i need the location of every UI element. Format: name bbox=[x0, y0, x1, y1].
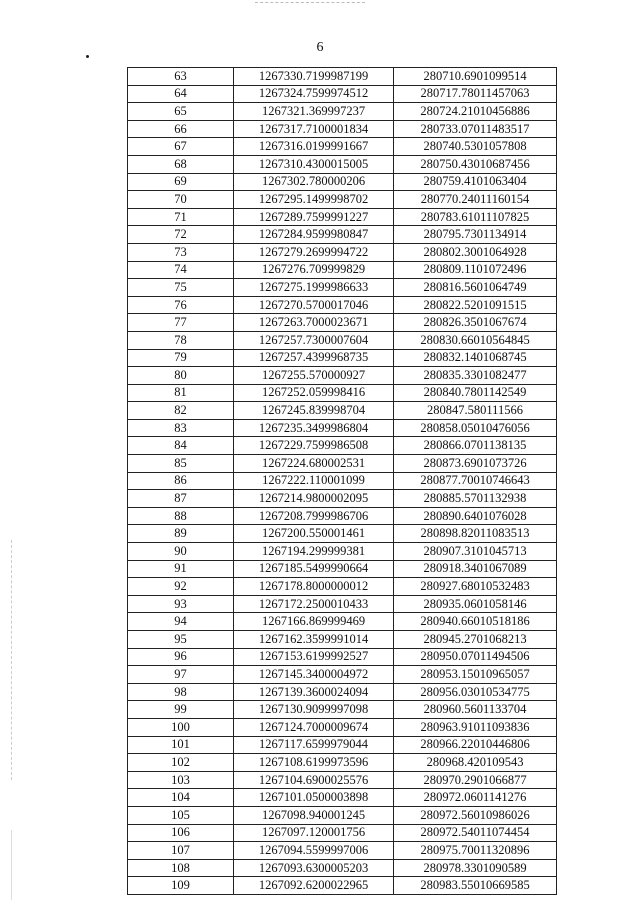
table-row bbox=[128, 771, 557, 789]
table-row bbox=[128, 226, 557, 244]
y-coordinate-cell: 280717.78011457063 bbox=[394, 85, 557, 103]
y-coordinate-cell: 280960.5601133704 bbox=[394, 701, 557, 719]
table-row bbox=[128, 490, 557, 508]
x-coordinate-cell: 1267245.839998704 bbox=[234, 402, 394, 420]
table-row bbox=[128, 842, 557, 860]
table-row bbox=[128, 877, 557, 895]
table-row bbox=[128, 701, 557, 719]
y-coordinate-cell: 280840.7801142549 bbox=[394, 384, 557, 402]
table-row bbox=[128, 595, 557, 613]
point-number-cell: 75 bbox=[128, 279, 234, 297]
x-coordinate-cell: 1267279.2699994722 bbox=[234, 243, 394, 261]
table-row bbox=[128, 507, 557, 525]
x-coordinate-cell: 1267101.0500003898 bbox=[234, 789, 394, 807]
y-coordinate-cell: 280710.6901099514 bbox=[394, 68, 557, 86]
y-coordinate-cell: 280945.2701068213 bbox=[394, 631, 557, 649]
y-coordinate-cell: 280873.6901073726 bbox=[394, 455, 557, 473]
point-number-cell: 93 bbox=[128, 595, 234, 613]
y-coordinate-cell: 280918.3401067089 bbox=[394, 560, 557, 578]
table-row bbox=[128, 314, 557, 332]
x-coordinate-cell: 1267139.3600024094 bbox=[234, 683, 394, 701]
scan-top-mark bbox=[255, 2, 365, 3]
point-number-cell: 95 bbox=[128, 631, 234, 649]
table-row bbox=[128, 824, 557, 842]
point-number-cell: 90 bbox=[128, 543, 234, 561]
point-number-cell: 68 bbox=[128, 155, 234, 173]
y-coordinate-cell: 280953.15010965057 bbox=[394, 666, 557, 684]
y-coordinate-cell: 280802.3001064928 bbox=[394, 243, 557, 261]
point-number-cell: 86 bbox=[128, 472, 234, 490]
point-number-cell: 98 bbox=[128, 683, 234, 701]
table-row bbox=[128, 789, 557, 807]
y-coordinate-cell: 280885.5701132938 bbox=[394, 490, 557, 508]
table-row bbox=[128, 85, 557, 103]
y-coordinate-cell: 280927.68010532483 bbox=[394, 578, 557, 596]
x-coordinate-cell: 1267316.0199991667 bbox=[234, 138, 394, 156]
table-row bbox=[128, 683, 557, 701]
table-row bbox=[128, 120, 557, 138]
point-number-cell: 92 bbox=[128, 578, 234, 596]
x-coordinate-cell: 1267270.5700017046 bbox=[234, 296, 394, 314]
y-coordinate-cell: 280978.3301090589 bbox=[394, 859, 557, 877]
y-coordinate-cell: 280830.66010564845 bbox=[394, 331, 557, 349]
x-coordinate-cell: 1267235.3499986804 bbox=[234, 419, 394, 437]
table-row bbox=[128, 666, 557, 684]
point-number-cell: 94 bbox=[128, 613, 234, 631]
x-coordinate-cell: 1267257.4399968735 bbox=[234, 349, 394, 367]
x-coordinate-cell: 1267324.7599974512 bbox=[234, 85, 394, 103]
x-coordinate-cell: 1267185.5499990664 bbox=[234, 560, 394, 578]
x-coordinate-cell: 1267208.7999986706 bbox=[234, 507, 394, 525]
table-row bbox=[128, 754, 557, 772]
table-row bbox=[128, 455, 557, 473]
y-coordinate-cell: 280832.1401068745 bbox=[394, 349, 557, 367]
table-row bbox=[128, 155, 557, 173]
x-coordinate-cell: 1267252.059998416 bbox=[234, 384, 394, 402]
table-row bbox=[128, 472, 557, 490]
x-coordinate-cell: 1267145.3400004972 bbox=[234, 666, 394, 684]
point-number-cell: 77 bbox=[128, 314, 234, 332]
table-row bbox=[128, 349, 557, 367]
point-number-cell: 91 bbox=[128, 560, 234, 578]
x-coordinate-cell: 1267310.4300015005 bbox=[234, 155, 394, 173]
y-coordinate-cell: 280966.22010446806 bbox=[394, 736, 557, 754]
point-number-cell: 74 bbox=[128, 261, 234, 279]
table-row bbox=[128, 261, 557, 279]
y-coordinate-cell: 280809.1101072496 bbox=[394, 261, 557, 279]
x-coordinate-cell: 1267124.7000009674 bbox=[234, 718, 394, 736]
y-coordinate-cell: 280975.70011320896 bbox=[394, 842, 557, 860]
point-number-cell: 100 bbox=[128, 718, 234, 736]
table-row bbox=[128, 191, 557, 209]
point-number-cell: 96 bbox=[128, 648, 234, 666]
point-number-cell: 72 bbox=[128, 226, 234, 244]
table-row bbox=[128, 560, 557, 578]
y-coordinate-cell: 280847.580111566 bbox=[394, 402, 557, 420]
x-coordinate-cell: 1267117.6599979044 bbox=[234, 736, 394, 754]
x-coordinate-cell: 1267321.369997237 bbox=[234, 103, 394, 121]
table-row bbox=[128, 543, 557, 561]
scan-left-edge bbox=[11, 830, 12, 900]
y-coordinate-cell: 280835.3301082477 bbox=[394, 367, 557, 385]
y-coordinate-cell: 280795.7301134914 bbox=[394, 226, 557, 244]
x-coordinate-cell: 1267263.7000023671 bbox=[234, 314, 394, 332]
x-coordinate-cell: 1267295.1499998702 bbox=[234, 191, 394, 209]
table-row bbox=[128, 68, 557, 86]
y-coordinate-cell: 280724.21010456886 bbox=[394, 103, 557, 121]
point-number-cell: 84 bbox=[128, 437, 234, 455]
x-coordinate-cell: 1267317.7100001834 bbox=[234, 120, 394, 138]
y-coordinate-cell: 280783.61011107825 bbox=[394, 208, 557, 226]
point-number-cell: 87 bbox=[128, 490, 234, 508]
point-number-cell: 67 bbox=[128, 138, 234, 156]
point-number-cell: 101 bbox=[128, 736, 234, 754]
table-row bbox=[128, 279, 557, 297]
table-row bbox=[128, 631, 557, 649]
page-number: 6 bbox=[316, 40, 324, 55]
point-number-cell: 70 bbox=[128, 191, 234, 209]
table-row bbox=[128, 296, 557, 314]
y-coordinate-cell: 280877.70010746643 bbox=[394, 472, 557, 490]
table-row bbox=[128, 331, 557, 349]
table-row bbox=[128, 208, 557, 226]
y-coordinate-cell: 280733.07011483517 bbox=[394, 120, 557, 138]
table-row bbox=[128, 648, 557, 666]
x-coordinate-cell: 1267093.6300005203 bbox=[234, 859, 394, 877]
point-number-cell: 76 bbox=[128, 296, 234, 314]
point-number-cell: 82 bbox=[128, 402, 234, 420]
y-coordinate-cell: 280826.3501067674 bbox=[394, 314, 557, 332]
y-coordinate-cell: 280759.4101063404 bbox=[394, 173, 557, 191]
y-coordinate-cell: 280972.56010986026 bbox=[394, 806, 557, 824]
point-number-cell: 71 bbox=[128, 208, 234, 226]
x-coordinate-cell: 1267194.299999381 bbox=[234, 543, 394, 561]
y-coordinate-cell: 280907.3101045713 bbox=[394, 543, 557, 561]
x-coordinate-cell: 1267094.5599997006 bbox=[234, 842, 394, 860]
x-coordinate-cell: 1267098.940001245 bbox=[234, 806, 394, 824]
y-coordinate-cell: 280770.24011160154 bbox=[394, 191, 557, 209]
point-number-cell: 69 bbox=[128, 173, 234, 191]
table-row bbox=[128, 736, 557, 754]
x-coordinate-cell: 1267108.6199973596 bbox=[234, 754, 394, 772]
x-coordinate-cell: 1267330.7199987199 bbox=[234, 68, 394, 86]
y-coordinate-cell: 280950.07011494506 bbox=[394, 648, 557, 666]
table-row bbox=[128, 243, 557, 261]
y-coordinate-cell: 280890.6401076028 bbox=[394, 507, 557, 525]
point-number-cell: 83 bbox=[128, 419, 234, 437]
coordinates-table-body bbox=[128, 68, 557, 895]
y-coordinate-cell: 280983.55010669585 bbox=[394, 877, 557, 895]
x-coordinate-cell: 1267284.9599980847 bbox=[234, 226, 394, 244]
y-coordinate-cell: 280970.2901066877 bbox=[394, 771, 557, 789]
y-coordinate-cell: 280740.5301057808 bbox=[394, 138, 557, 156]
point-number-cell: 66 bbox=[128, 120, 234, 138]
point-number-cell: 78 bbox=[128, 331, 234, 349]
x-coordinate-cell: 1267130.9099997098 bbox=[234, 701, 394, 719]
point-number-cell: 102 bbox=[128, 754, 234, 772]
table-row bbox=[128, 384, 557, 402]
x-coordinate-cell: 1267200.550001461 bbox=[234, 525, 394, 543]
x-coordinate-cell: 1267257.7300007604 bbox=[234, 331, 394, 349]
point-number-cell: 97 bbox=[128, 666, 234, 684]
point-number-cell: 106 bbox=[128, 824, 234, 842]
y-coordinate-cell: 280935.0601058146 bbox=[394, 595, 557, 613]
x-coordinate-cell: 1267214.9800002095 bbox=[234, 490, 394, 508]
y-coordinate-cell: 280750.43010687456 bbox=[394, 155, 557, 173]
y-coordinate-cell: 280898.82011083513 bbox=[394, 525, 557, 543]
table-row bbox=[128, 419, 557, 437]
x-coordinate-cell: 1267275.1999986633 bbox=[234, 279, 394, 297]
y-coordinate-cell: 280940.66010518186 bbox=[394, 613, 557, 631]
table-row bbox=[128, 718, 557, 736]
point-number-cell: 99 bbox=[128, 701, 234, 719]
table-row bbox=[128, 437, 557, 455]
x-coordinate-cell: 1267302.780000206 bbox=[234, 173, 394, 191]
x-coordinate-cell: 1267092.6200022965 bbox=[234, 877, 394, 895]
table-row bbox=[128, 613, 557, 631]
x-coordinate-cell: 1267222.110001099 bbox=[234, 472, 394, 490]
point-number-cell: 89 bbox=[128, 525, 234, 543]
table-row bbox=[128, 367, 557, 385]
x-coordinate-cell: 1267178.8000000012 bbox=[234, 578, 394, 596]
table-row bbox=[128, 173, 557, 191]
table-row bbox=[128, 578, 557, 596]
point-number-cell: 105 bbox=[128, 806, 234, 824]
x-coordinate-cell: 1267289.7599991227 bbox=[234, 208, 394, 226]
x-coordinate-cell: 1267097.120001756 bbox=[234, 824, 394, 842]
point-number-cell: 85 bbox=[128, 455, 234, 473]
table-row bbox=[128, 525, 557, 543]
point-number-cell: 63 bbox=[128, 68, 234, 86]
point-number-cell: 80 bbox=[128, 367, 234, 385]
table-row bbox=[128, 402, 557, 420]
point-number-cell: 65 bbox=[128, 103, 234, 121]
point-number-cell: 79 bbox=[128, 349, 234, 367]
point-number-cell: 108 bbox=[128, 859, 234, 877]
table-row bbox=[128, 138, 557, 156]
x-coordinate-cell: 1267224.680002531 bbox=[234, 455, 394, 473]
x-coordinate-cell: 1267172.2500010433 bbox=[234, 595, 394, 613]
scan-left-mark bbox=[11, 540, 12, 780]
y-coordinate-cell: 280866.0701138135 bbox=[394, 437, 557, 455]
point-number-cell: 81 bbox=[128, 384, 234, 402]
x-coordinate-cell: 1267153.6199992527 bbox=[234, 648, 394, 666]
x-coordinate-cell: 1267255.570000927 bbox=[234, 367, 394, 385]
y-coordinate-cell: 280972.54011074454 bbox=[394, 824, 557, 842]
x-coordinate-cell: 1267229.7599986508 bbox=[234, 437, 394, 455]
table-row bbox=[128, 806, 557, 824]
y-coordinate-cell: 280972.0601141276 bbox=[394, 789, 557, 807]
point-number-cell: 107 bbox=[128, 842, 234, 860]
point-number-cell: 88 bbox=[128, 507, 234, 525]
point-number-cell: 104 bbox=[128, 789, 234, 807]
point-number-cell: 103 bbox=[128, 771, 234, 789]
y-coordinate-cell: 280968.420109543 bbox=[394, 754, 557, 772]
y-coordinate-cell: 280822.5201091515 bbox=[394, 296, 557, 314]
y-coordinate-cell: 280816.5601064749 bbox=[394, 279, 557, 297]
x-coordinate-cell: 1267104.6900025576 bbox=[234, 771, 394, 789]
point-number-cell: 73 bbox=[128, 243, 234, 261]
y-coordinate-cell: 280956.03010534775 bbox=[394, 683, 557, 701]
point-number-cell: 109 bbox=[128, 877, 234, 895]
point-number-cell: 64 bbox=[128, 85, 234, 103]
table-row bbox=[128, 103, 557, 121]
x-coordinate-cell: 1267276.709999829 bbox=[234, 261, 394, 279]
table-row bbox=[128, 859, 557, 877]
y-coordinate-cell: 280963.91011093836 bbox=[394, 718, 557, 736]
x-coordinate-cell: 1267162.3599991014 bbox=[234, 631, 394, 649]
y-coordinate-cell: 280858.05010476056 bbox=[394, 419, 557, 437]
coordinates-table bbox=[127, 67, 557, 895]
x-coordinate-cell: 1267166.869999469 bbox=[234, 613, 394, 631]
